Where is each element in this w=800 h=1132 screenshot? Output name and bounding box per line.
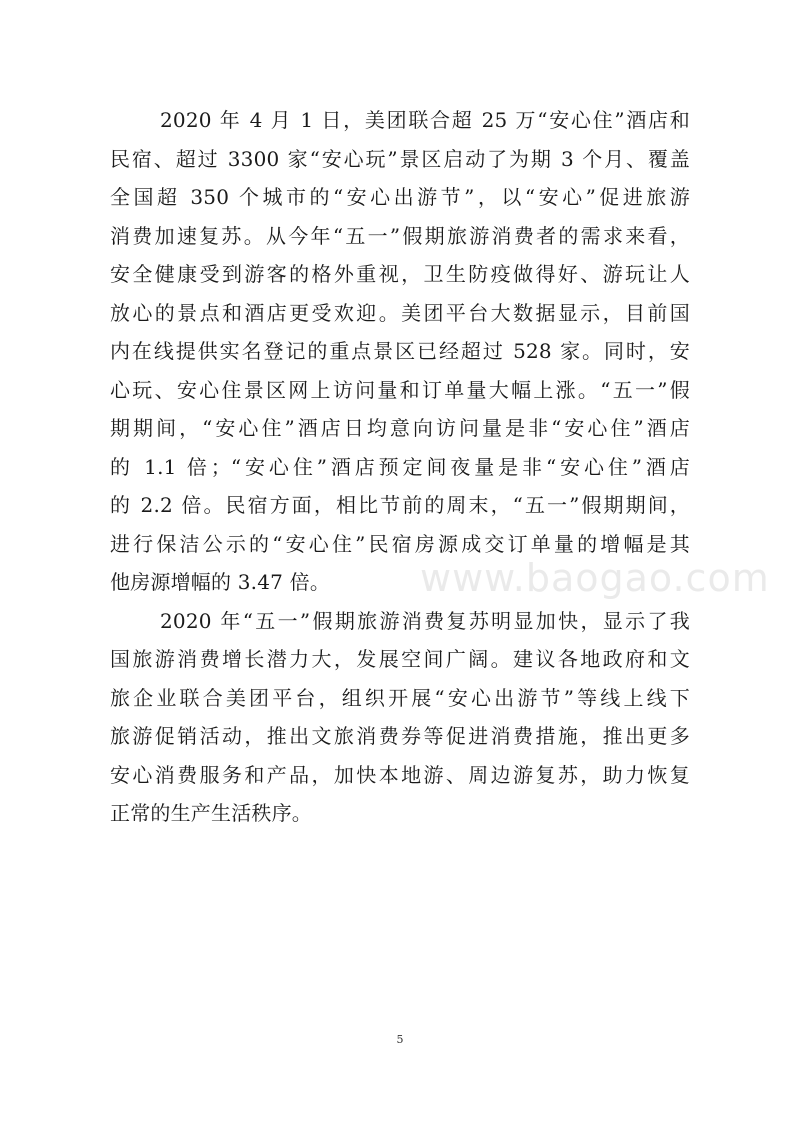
paragraph-1-line-11: 的 2.2 倍。民宿方面，相比节前的周末，“五一”假期期间， xyxy=(110,493,690,517)
paragraph-2-line-2: 国旅游消费增长潜力大，发展空间广阔。建议各地政府和文 xyxy=(110,647,690,671)
body-text xyxy=(110,101,690,833)
paragraph-2-line-4: 旅游促销活动，推出文旅消费券等促进消费措施，推出更多 xyxy=(110,724,690,748)
paragraph-2-line-3: 旅企业联合美团平台，组织开展“安心出游节”等线上线下 xyxy=(110,685,690,710)
paragraph-1-line-1: 2020 年 4 月 1 日，美团联合超 25 万“安心住”酒店和 xyxy=(160,108,690,132)
paragraph-1-line-5: 安全健康受到游客的格外重视，卫生防疫做得好、游玩让人 xyxy=(110,262,690,286)
paragraph-1-line-7: 内在线提供实名登记的重点景区已经超过 528 家。同时，安 xyxy=(110,339,690,363)
watermark: www.baogao.com xyxy=(420,556,770,600)
paragraph-1-line-13: 他房源增幅的 3.47 倍。 xyxy=(110,570,331,594)
paragraph-2-line-1: 2020 年“五一”假期旅游消费复苏明显加快，显示了我 xyxy=(160,608,690,633)
page-number: 5 xyxy=(396,1033,404,1046)
paragraph-1-line-9: 期期间，“安心住”酒店日均意向访问量是非“安心住”酒店 xyxy=(110,416,690,440)
paragraph-2-line-5: 安心消费服务和产品，加快本地游、周边游复苏，助力恢复 xyxy=(110,762,690,787)
paragraph-1-line-10: 的 1.1 倍；“安心住”酒店预定间夜量是非“安心住”酒店 xyxy=(110,454,690,479)
paragraph-2-line-6: 正常的生产生活秩序。 xyxy=(110,801,312,825)
paragraph-1-line-4: 消费加速复苏。从今年“五一”假期旅游消费者的需求来看， xyxy=(110,223,690,248)
paragraph-1-line-12: 进行保洁公示的“安心住”民宿房源成交订单量的增幅是其 xyxy=(110,531,690,556)
paragraph-1-line-8: 心玩、安心住景区网上访问量和订单量大幅上涨。“五一”假 xyxy=(110,377,690,402)
paragraph-1-line-2: 民宿、超过 3300 家“安心玩”景区启动了为期 3 个月、覆盖 xyxy=(110,146,690,171)
paragraph-1-line-6: 放心的景点和酒店更受欢迎。美团平台大数据显示，目前国 xyxy=(110,300,690,325)
paragraph-1-line-3: 全国超 350 个城市的“安心出游节”，以“安心”促进旅游 xyxy=(110,185,690,209)
